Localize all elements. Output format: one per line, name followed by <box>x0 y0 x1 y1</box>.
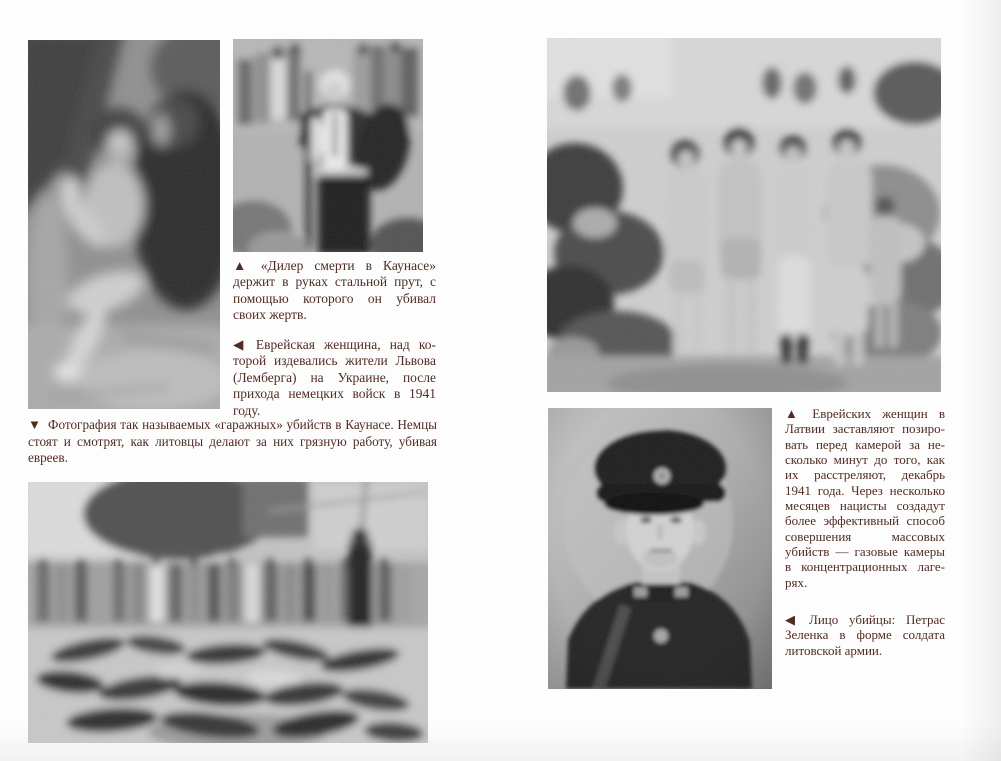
caption-death-dealer: ▲ «Дилер смерти в Каунасе» держит в руках стальной прут, с помощью которого он убивал своих жертв. <box>233 258 436 323</box>
photo-lviv-pogrom-attack <box>28 40 220 409</box>
photo-death-dealer-kaunas <box>233 39 423 252</box>
caption-killer-face: ◀ Лицо убийцы: Петрас Зеленка в форме солдата литовской армии. <box>785 611 945 658</box>
garage-caption-block <box>28 417 437 467</box>
left-caption-column <box>233 258 436 419</box>
photo-latvia-women <box>547 38 941 392</box>
right-caption-column <box>785 406 945 658</box>
caption-lviv-woman: ◀ Еврейская женщина, над которой издевались жители Львова (Лемберга) на Украине, после прихода немецких войск в 1941 году. <box>233 336 436 418</box>
photo-garage-massacre <box>28 482 428 743</box>
photo-petras-zelenka <box>548 408 772 689</box>
caption-garage-killings: ▼ Фотография так называемых «гаражных» убийств в Каунасе. Немцы стоят и смотрят, как литовцы делают за них грязную работу, убивая евреев. <box>28 417 437 465</box>
caption-latvia-women: ▲ Еврейских женщин в Латвии заставляют позировать перед камерой за несколько минут до того, как их расстреляют, декабрь 1941 года. Через несколько месяцев нацисты создадут более эффективный способ совершения массовых убийств — газовые камеры в концентрационных лагерях. <box>785 406 945 590</box>
